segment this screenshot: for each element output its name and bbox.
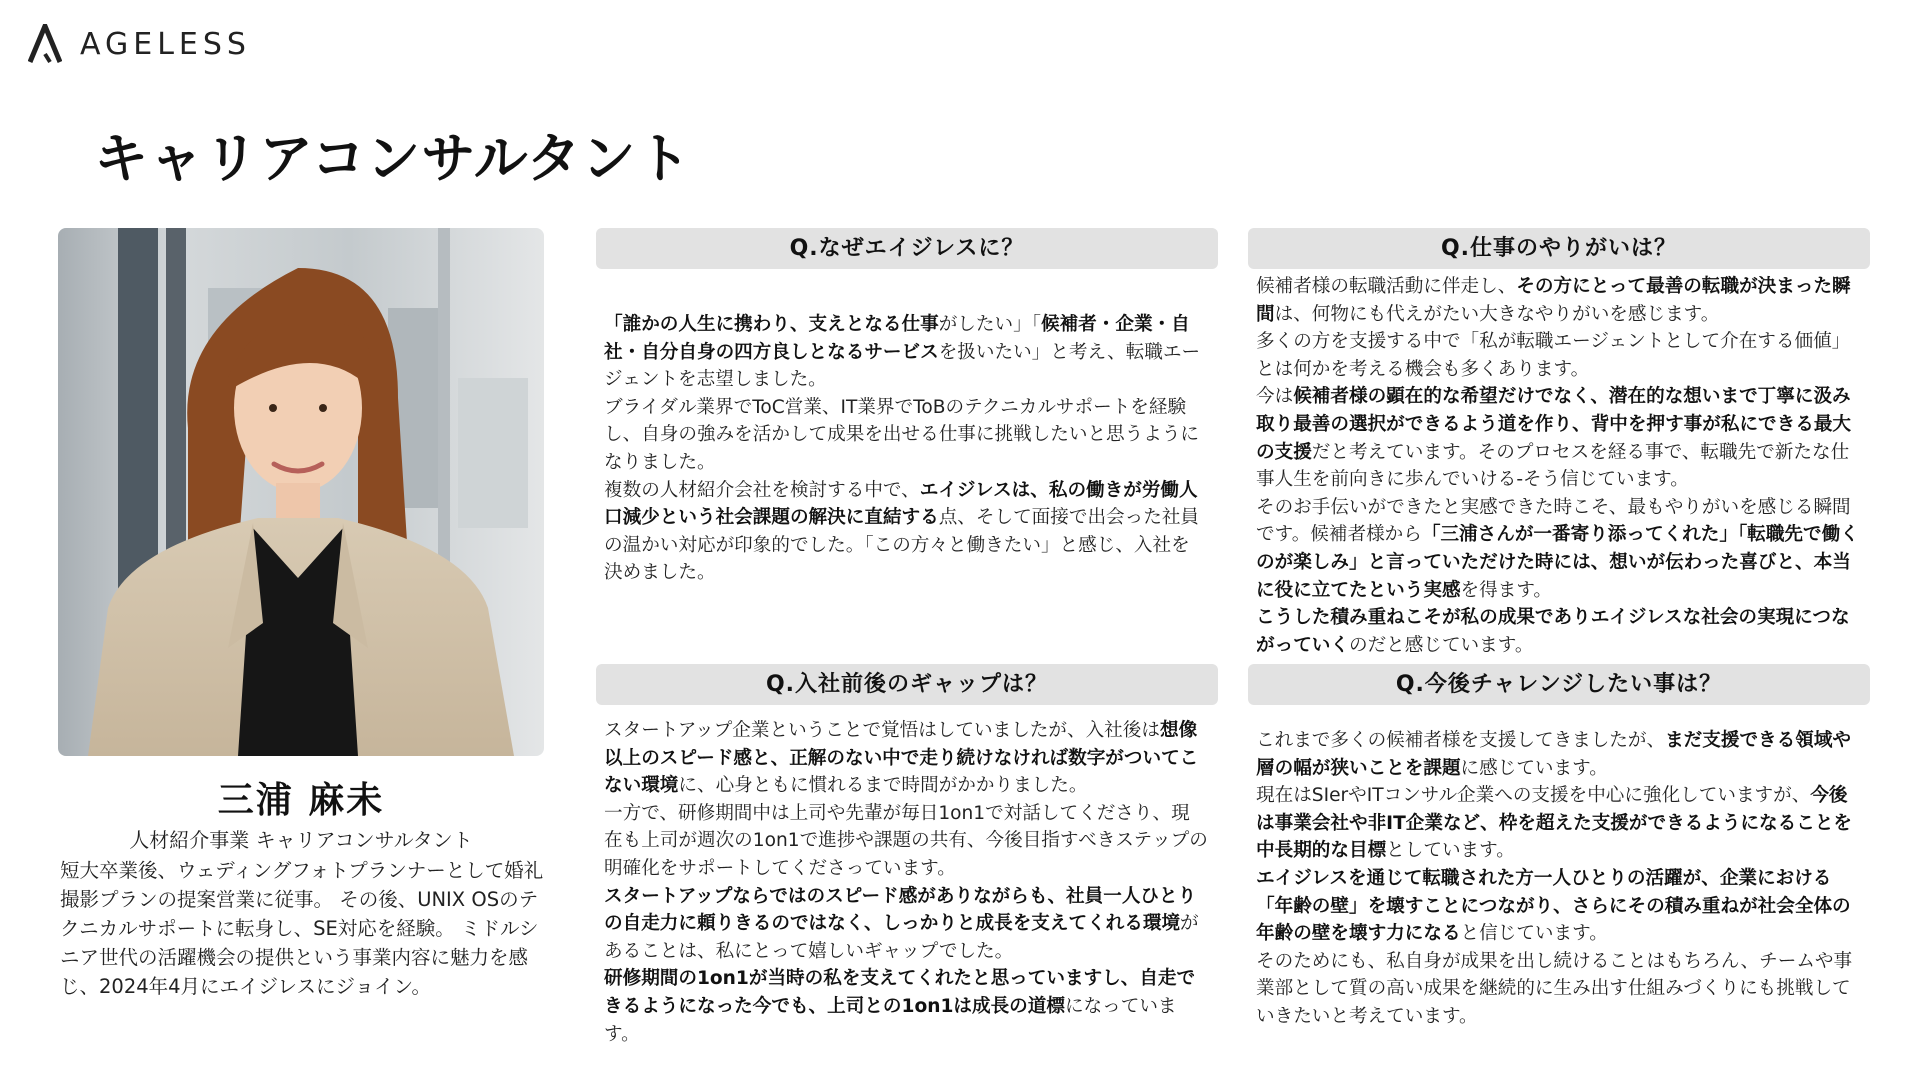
body-text: のだと感じています。 xyxy=(1348,634,1534,656)
body-text: 候補者様の転職活動に伴走し、 xyxy=(1256,276,1517,297)
answer-paragraph xyxy=(1256,273,1860,328)
body-text: 多くの方を支援する中で「私が転職エージェントとして介在する価値」とは何かを考える機会も多くあります。 xyxy=(1256,331,1851,380)
emphasis-text: 候補者・企業・自社・自分自身の四方良しとなるサービス xyxy=(604,314,1190,363)
answer-paragraph xyxy=(604,394,1208,477)
emphasis-text: 研修期間の1on1が当時の私を支えてくれたと思っていますし、自走できるようになった今でも、上司との1on1は成長の道標 xyxy=(604,968,1196,1017)
profile-photo xyxy=(58,228,544,756)
body-text: 現在はSIerやITコンサル企業への支援を中心に強化していますが、 xyxy=(1256,785,1811,807)
answer-paragraph xyxy=(1256,383,1860,493)
qa-future-challenge xyxy=(1248,664,1870,1031)
body-text: を得ます。 xyxy=(1460,579,1553,601)
person-bio: 短大卒業後、ウェディングフォトプランナーとして婚礼撮影プランの提案営業に従事。 その後、UNIX OSのテクニカルサポートに転身し、SE対応を経験。 ミドルシニア世代の活躍機会の提供という事業内容に魅力を感じ、2024年4月にエイジレスにジョイン。 xyxy=(60,859,544,998)
qa-question: Q.なぜエイジレスに？ xyxy=(596,228,1218,269)
person-role: 人材紹介事業 キャリアコンサルタント xyxy=(129,828,473,852)
qa-answer xyxy=(596,311,1218,587)
body-text: に、心身ともに慣れるまで時間がかかりました。 xyxy=(678,775,1088,797)
body-text: 今は xyxy=(1256,386,1294,408)
qa-why-ageless xyxy=(596,228,1218,587)
emphasis-text: 「三浦さんが一番寄り添ってくれた」「転職先で働くのが楽しみ」と言っていただけた時には、想いが伝わった喜びと、本当に役に立てたという実感 xyxy=(1256,524,1859,601)
body-text: があることは、私にとって嬉しいギャップでした。 xyxy=(604,913,1199,962)
qa-answer xyxy=(1248,727,1870,1031)
page-title: キャリアコンサルタント xyxy=(94,127,692,190)
answer-paragraph xyxy=(1256,328,1860,383)
body-text: としています。 xyxy=(1386,840,1515,862)
emphasis-text: 今後は事業会社や非IT企業など、枠を超えた支援ができるようになることを中長期的な目標 xyxy=(1256,785,1853,862)
brand-logo-text: AGELESS xyxy=(80,26,251,62)
body-text: そのためにも、私自身が成果を出し続けることはもちろん、チームや事業部として質の高い成果を継続的に生み出す仕組みづくりにも挑戦していきたいと考えています。 xyxy=(1256,950,1853,1027)
emphasis-text: まだ支援できる領域や層の幅が狭いことを課題 xyxy=(1256,730,1852,779)
body-text: スタートアップ企業ということで覚悟はしていましたが、入社後は xyxy=(604,720,1160,741)
body-text: これまで多くの候補者様を支援してきましたが、 xyxy=(1256,730,1666,751)
answer-paragraph xyxy=(1256,604,1860,659)
emphasis-text: こうした積み重ねこそが私の成果でありエイジレスな社会の実現につながっていく xyxy=(1256,607,1850,656)
answer-paragraph xyxy=(604,717,1208,800)
person-name: 三浦 麻未 xyxy=(217,780,385,821)
qa-before-after-gap xyxy=(596,664,1218,1048)
body-text: 一方で、研修期間中は上司や先輩が毎日1on1で対話してくださり、現在も上司が週次の1on1で進捗や課題の共有、今後目指すべきステップの明確化をサポートしてくださっています。 xyxy=(604,802,1208,879)
qa-answer xyxy=(1248,273,1870,659)
qa-answer xyxy=(596,717,1218,1048)
emphasis-text: 候補者様の顕在的な希望だけでなく、潜在的な想いまで丁寧に汲み取り最善の選択ができるよう道を作り、背中を押す事が私にできる最大の支援 xyxy=(1256,386,1852,463)
emphasis-text: エイジレスは、私の働きが労働人口減少という社会課題の解決に直結する xyxy=(604,479,1198,529)
qa-question: Q.入社前後のギャップは？ xyxy=(596,664,1218,705)
answer-paragraph xyxy=(604,311,1208,394)
answer-paragraph xyxy=(1256,782,1860,865)
ageless-logo-mark-icon xyxy=(28,24,62,64)
body-text: は、何物にも代えがたい大きなやりがいを感じます。 xyxy=(1274,303,1720,325)
answer-paragraph xyxy=(604,477,1208,587)
answer-paragraph xyxy=(1256,727,1860,782)
emphasis-text: スタートアップならではのスピード感がありながらも、社員一人ひとりの自走力に頼りきるのではなく、しっかりと成長を支えてくれる環境 xyxy=(604,885,1197,935)
emphasis-text: 想像以上のスピード感と、正解のない中で走り続けなければ数字がついてこない環境 xyxy=(604,720,1199,797)
answer-paragraph xyxy=(1256,865,1860,948)
body-text: だと考えています。そのプロセスを経る事で、転職先で新たな仕事人生を前向きに歩んでいける-そう信じています。 xyxy=(1256,441,1850,491)
body-text: を扱いたい」と考え、転職エージェントを志望しました。 xyxy=(604,341,1201,391)
answer-paragraph xyxy=(1256,948,1860,1031)
body-text: と信じています。 xyxy=(1460,923,1608,945)
body-text: に感じています。 xyxy=(1460,757,1608,779)
emphasis-text: その方にとって最善の転職が決まった瞬間 xyxy=(1256,276,1851,325)
body-text: 複数の人材紹介会社を検討する中で、 xyxy=(604,479,920,501)
body-text: そのお手伝いができたと実感できた時こそ、最もやりがいを感じる瞬間です。候補者様から xyxy=(1256,496,1851,546)
emphasis-text: エイジレスを通じて転職された方一人ひとりの活躍が、企業における「年齢の壁」を壊すことにつながり、さらにその積み重ねが社会全体の年齢の壁を壊す力になる xyxy=(1256,867,1851,945)
brand-logo xyxy=(28,24,251,64)
qa-job-rewards xyxy=(1248,228,1870,659)
body-text: 点、そして面接で出会った社員の温かい対応が印象的でした。「この方々と働きたい」と感じ、入社を決めました。 xyxy=(604,507,1200,584)
qa-question: Q.今後チャレンジしたい事は？ xyxy=(1248,664,1870,705)
qa-question: Q.仕事のやりがいは？ xyxy=(1248,228,1870,269)
answer-paragraph xyxy=(604,965,1208,1048)
answer-paragraph xyxy=(604,883,1208,966)
answer-paragraph xyxy=(1256,494,1860,604)
emphasis-text: 「誰かの人生に携わり、支えとなる仕事 xyxy=(604,314,939,335)
answer-paragraph xyxy=(604,800,1208,883)
body-text: がしたい」「 xyxy=(938,314,1041,335)
body-text: になっています。 xyxy=(604,995,1177,1045)
body-text: ブライダル業界でToC営業、IT業界でToBのテクニカルサポートを経験し、自身の強みを活かして成果を出せる仕事に挑戦したいと思うようになりました。 xyxy=(604,396,1200,473)
